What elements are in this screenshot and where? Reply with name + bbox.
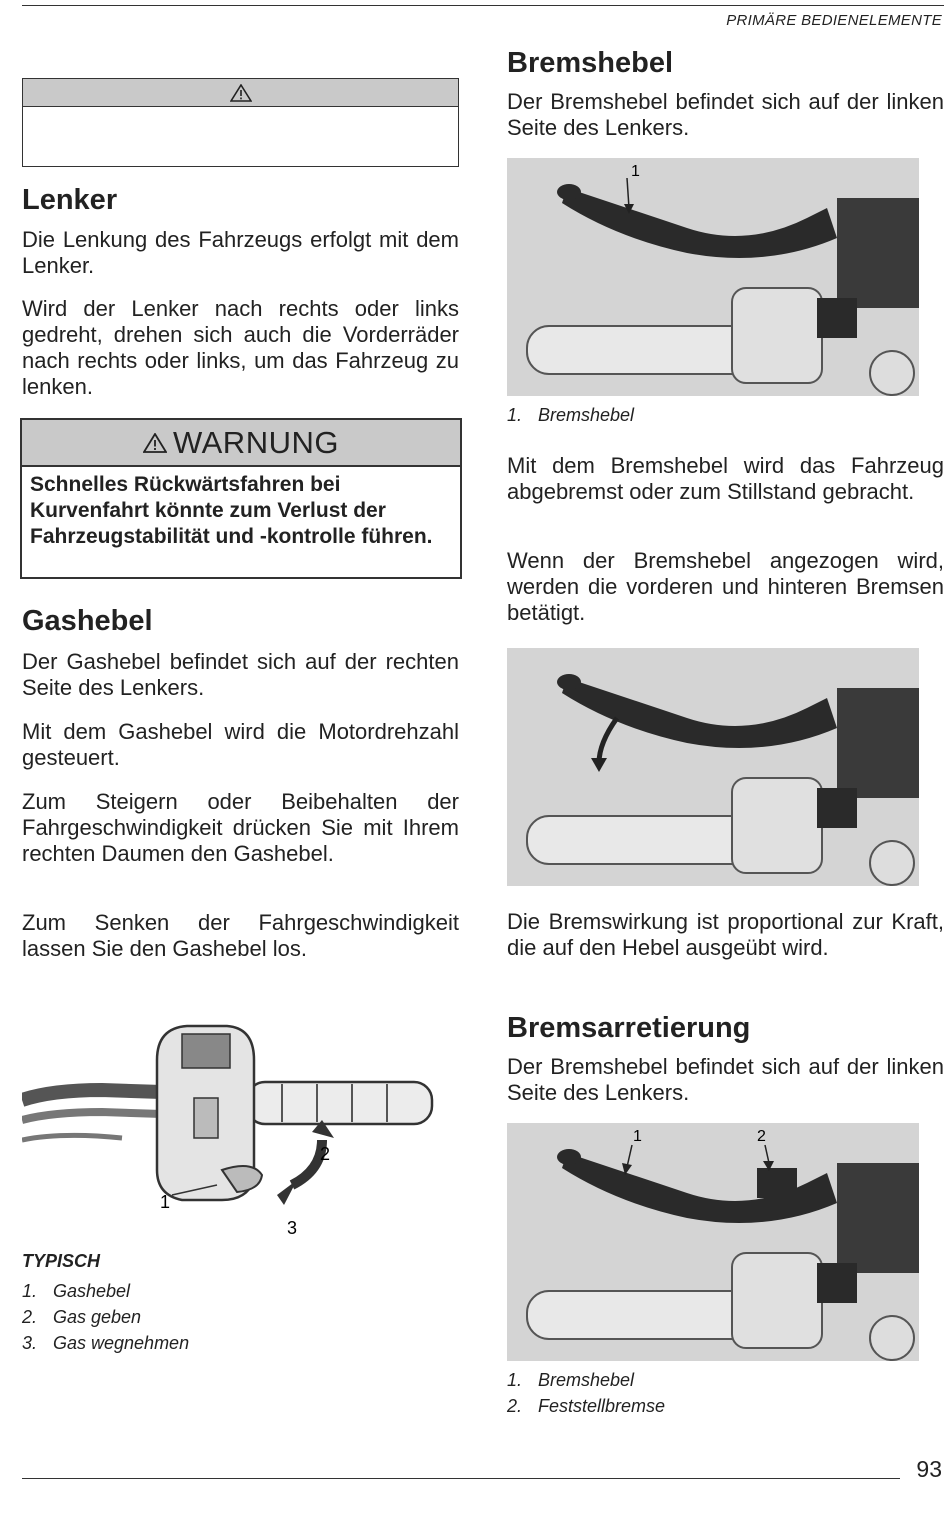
header-rule bbox=[22, 5, 944, 6]
lenker-paragraph-1: Die Lenkung des Fahrzeugs erfolgt mit dem Lenker. bbox=[22, 227, 459, 278]
warning-text: Schnelles Rückwärtsfahren bei Kurvenfahrt könnte zum Verlust der Fahrzeugstabilität und -kontrolle führen. bbox=[30, 473, 433, 548]
lenker-paragraph-2: Wird der Lenker nach rechts oder links gedreht, drehen sich auch die Vorderräder nach rechts oder links, um das Fahrzeug zu lenken. bbox=[22, 296, 459, 399]
caption-number: 2. bbox=[22, 1307, 38, 1327]
caption-text: Gashebel bbox=[53, 1281, 131, 1301]
bremsarretierung-title: Bremsarretierung bbox=[507, 1012, 751, 1044]
caption-number: 1. bbox=[22, 1281, 38, 1301]
gashebel-paragraph-3: Zum Steigern oder Beibehalten der Fahrgeschwindigkeit drücken Sie mit Ihrem rechten Daumen den Gashebel. bbox=[22, 789, 459, 866]
bremshebel-paragraph-2: Mit dem Bremshebel wird das Fahrzeug abgebremst oder zum Stillstand gebracht. bbox=[507, 453, 944, 504]
bremsarretierung-caption-item-2 bbox=[507, 1393, 665, 1419]
brake-lever-photo-2 bbox=[507, 648, 919, 886]
warning-box bbox=[20, 418, 462, 579]
caption-number: 2. bbox=[507, 1396, 523, 1416]
bremshebel-title: Bremshebel bbox=[507, 47, 674, 79]
section-header: PRIMÄRE BEDIENELEMENTE bbox=[726, 12, 942, 29]
photo3-callout-2: 2 bbox=[757, 1128, 766, 1145]
photo3-callout-1: 1 bbox=[633, 1128, 642, 1145]
gashebel-caption-title: TYPISCH bbox=[22, 1251, 101, 1271]
caution-box bbox=[22, 78, 459, 167]
gashebel-paragraph-4: Zum Senken der Fahrgeschwindigkeit lassen Sie den Gashebel los. bbox=[22, 910, 459, 961]
throttle-illustration bbox=[22, 1020, 442, 1242]
gashebel-paragraph-2: Mit dem Gashebel wird die Motordrehzahl gesteuert. bbox=[22, 719, 459, 770]
brake-lever-photo-1 bbox=[507, 158, 919, 396]
caption-number: 1. bbox=[507, 1370, 523, 1390]
gashebel-caption-item-3 bbox=[22, 1330, 189, 1356]
warning-triangle-icon bbox=[230, 84, 252, 102]
caution-header bbox=[23, 79, 458, 107]
callout-1: 1 bbox=[160, 1192, 171, 1212]
caption-number: 3. bbox=[22, 1333, 38, 1353]
bremshebel-paragraph-3: Wenn der Bremshebel angezogen wird, werden die vorderen und hinteren Bremsen betätigt. bbox=[507, 548, 944, 625]
gashebel-caption-item-1 bbox=[22, 1278, 130, 1304]
photo1-callout-1: 1 bbox=[631, 163, 640, 180]
callout-2: 2 bbox=[320, 1144, 331, 1164]
caption-text: Gas geben bbox=[53, 1307, 142, 1327]
caption-text: Gas wegnehmen bbox=[53, 1333, 190, 1353]
gashebel-caption-item-2 bbox=[22, 1304, 141, 1330]
warning-title: WARNUNG bbox=[173, 424, 339, 460]
gashebel-paragraph-1: Der Gashebel befindet sich auf der rechten Seite des Lenkers. bbox=[22, 649, 459, 700]
footer-rule bbox=[22, 1478, 900, 1479]
caption-text: Feststellbremse bbox=[538, 1396, 666, 1416]
bremsarretierung-paragraph-1: Der Bremshebel befindet sich auf der linken Seite des Lenkers. bbox=[507, 1054, 944, 1105]
caption-number: 1. bbox=[507, 405, 523, 425]
callout-3: 3 bbox=[287, 1218, 298, 1238]
caption-text: Bremshebel bbox=[538, 405, 635, 425]
warning-header bbox=[22, 420, 460, 467]
gashebel-title: Gashebel bbox=[22, 605, 153, 637]
lenker-title: Lenker bbox=[22, 184, 118, 216]
warning-triangle-icon bbox=[143, 433, 167, 453]
bremsarretierung-caption-item-1 bbox=[507, 1367, 634, 1393]
bremshebel-caption-item-1 bbox=[507, 402, 634, 428]
bremshebel-paragraph-1: Der Bremshebel befindet sich auf der linken Seite des Lenkers. bbox=[507, 89, 944, 140]
page-number: 93 bbox=[916, 1456, 942, 1482]
parking-brake-photo bbox=[507, 1123, 919, 1361]
bremshebel-paragraph-4: Die Bremswirkung ist proportional zur Kraft, die auf den Hebel ausgeübt wird. bbox=[507, 909, 944, 960]
caption-text: Bremshebel bbox=[538, 1370, 635, 1390]
